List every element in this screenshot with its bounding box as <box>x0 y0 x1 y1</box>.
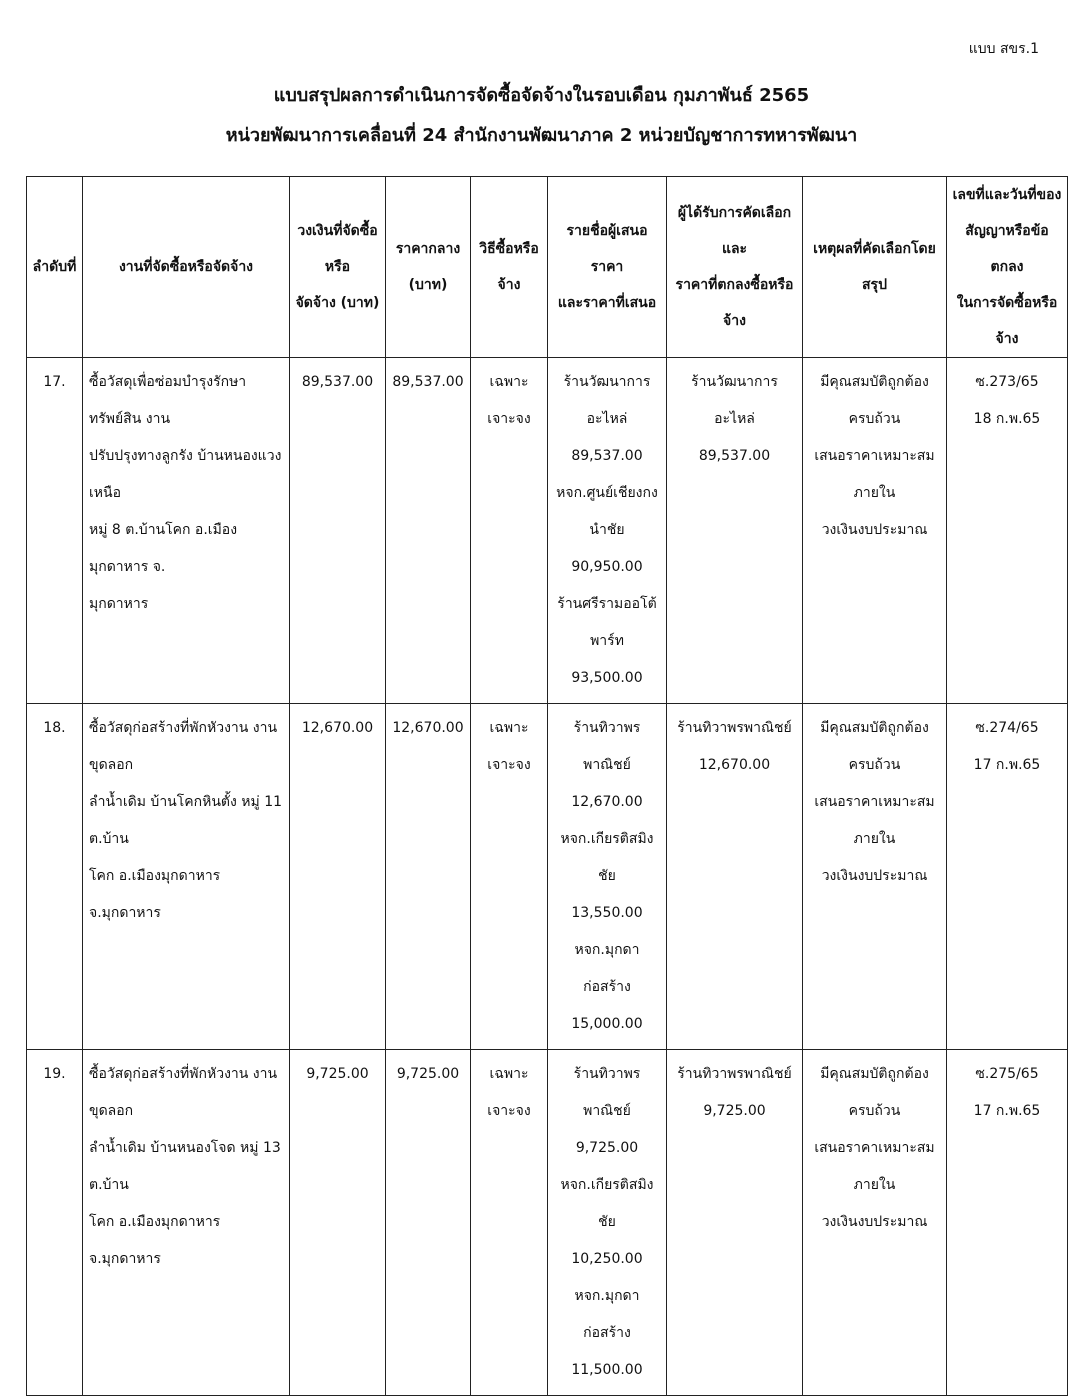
contract-info <box>947 704 1068 1050</box>
median-price: 12,670.00 <box>386 704 471 1050</box>
work-description-line: หมู่ 8 ต.บ้านโคก อ.เมืองมุกดาหาร จ. <box>89 522 238 575</box>
table-row <box>27 1050 1068 1396</box>
contract-info-line: 17 ก.พ.65 <box>973 757 1041 773</box>
selection-reason <box>803 704 947 1050</box>
work-description-line: ลำน้ำเดิม บ้านหนองโจด หมู่ 13 ต.บ้าน <box>89 1140 281 1193</box>
contract-info-line: 18 ก.พ.65 <box>973 411 1041 427</box>
selected-vendor-line: ร้านทิวาพรพาณิชย์ <box>677 1066 792 1082</box>
work-description-line: ซื้อวัสดุก่อสร้างที่พักหัวงาน งานขุดลอก <box>89 1066 278 1119</box>
header-reason: เหตุผลที่คัดเลือกโดยสรุป <box>803 177 947 358</box>
bidder-list-line: 11,500.00 <box>571 1362 643 1378</box>
selected-vendor <box>667 358 803 704</box>
work-description <box>83 704 290 1050</box>
selected-vendor <box>667 704 803 1050</box>
contract-info <box>947 358 1068 704</box>
bidder-list-line: 9,725.00 <box>575 1140 639 1156</box>
page-subtitle: หน่วยพัฒนาการเคลื่อนที่ 24 สำนักงานพัฒนาภาค 2 หน่วยบัญชาการทหารพัฒนา <box>225 125 858 146</box>
bidder-list-line: 12,670.00 <box>571 794 643 810</box>
selection-reason <box>803 1050 947 1396</box>
bidder-list-line: 13,550.00 <box>571 905 643 921</box>
header-bidders: รายชื่อผู้เสนอราคา และราคาที่เสนอ <box>548 177 667 358</box>
bidder-list <box>548 704 667 1050</box>
work-description <box>83 358 290 704</box>
bidder-list <box>548 1050 667 1396</box>
selection-reason-line: วงเงินงบประมาณ <box>821 522 928 538</box>
bidder-list-line: 90,950.00 <box>571 559 643 575</box>
header-winner: ผู้ได้รับการคัดเลือกและ ราคาที่ตกลงซื้อหรือจ้าง <box>667 177 803 358</box>
work-description-line: ซื้อวัสดุเพื่อซ่อมบำรุงรักษาทรัพย์สิน งาน <box>89 374 247 427</box>
work-description <box>83 1050 290 1396</box>
procurement-method: เฉพาะเจาะจง <box>471 1050 548 1396</box>
selection-reason-line: เสนอราคาเหมาะสมภายใน <box>814 448 935 501</box>
header-work: งานที่จัดซื้อหรือจัดจ้าง <box>83 177 290 358</box>
selection-reason-line: เสนอราคาเหมาะสมภายใน <box>814 794 935 847</box>
header-median-price: ราคากลาง (บาท) <box>386 177 471 358</box>
form-code: แบบ สขร.1 <box>968 41 1039 57</box>
page-title: แบบสรุปผลการดำเนินการจัดซื้อจัดจ้างในรอบเดือน กุมภาพันธ์ 2565 <box>273 85 810 106</box>
work-description-line: มุกดาหาร <box>89 596 149 612</box>
selected-vendor-line: 9,725.00 <box>703 1103 766 1119</box>
header-budget: วงเงินที่จัดซื้อหรือ จัดจ้าง (บาท) <box>290 177 386 358</box>
contract-info-line: ซ.273/65 <box>975 374 1039 390</box>
selection-reason-line: วงเงินงบประมาณ <box>821 1214 928 1230</box>
bidder-list-line: หจก.มุกดาก่อสร้าง <box>574 942 640 995</box>
selection-reason-line: มีคุณสมบัติถูกต้องครบถ้วน <box>820 374 929 427</box>
budget-amount: 12,670.00 <box>290 704 386 1050</box>
bidder-list-line: ร้านทิวาพรพาณิชย์ <box>573 720 641 773</box>
header-no: ลำดับที่ <box>27 177 83 358</box>
selection-reason <box>803 358 947 704</box>
header-method: วิธีซื้อหรือจ้าง <box>471 177 548 358</box>
median-price: 89,537.00 <box>386 358 471 704</box>
contract-info <box>947 1050 1068 1396</box>
selection-reason-line: วงเงินงบประมาณ <box>821 868 928 884</box>
budget-amount: 89,537.00 <box>290 358 386 704</box>
work-description-line: โคก อ.เมืองมุกดาหาร จ.มุกดาหาร <box>89 1214 221 1267</box>
row-number: 17. <box>27 358 83 704</box>
selection-reason-line: เสนอราคาเหมาะสมภายใน <box>814 1140 935 1193</box>
selection-reason-line: มีคุณสมบัติถูกต้องครบถ้วน <box>820 1066 929 1119</box>
bidder-list-line: 89,537.00 <box>571 448 643 464</box>
median-price: 9,725.00 <box>386 1050 471 1396</box>
budget-amount: 9,725.00 <box>290 1050 386 1396</box>
contract-info-line: ซ.275/65 <box>975 1066 1039 1082</box>
work-description-line: โคก อ.เมืองมุกดาหาร จ.มุกดาหาร <box>89 868 221 921</box>
selected-vendor <box>667 1050 803 1396</box>
procurement-method: เฉพาะเจาะจง <box>471 704 548 1050</box>
bidder-list-line: ร้านทิวาพรพาณิชย์ <box>573 1066 641 1119</box>
bidder-list-line: หจก.มุกดาก่อสร้าง <box>574 1288 640 1341</box>
bidder-list-line: หจก.ศูนย์เชียงกงนำชัย <box>556 485 658 538</box>
bidder-list <box>548 358 667 704</box>
table-header-row <box>27 177 1068 358</box>
bidder-list-line: หจก.เกียรติสมิงชัย <box>560 831 654 884</box>
procurement-table <box>26 176 1068 1396</box>
selected-vendor-line: ร้านทิวาพรพาณิชย์ <box>677 720 792 736</box>
selected-vendor-line: 89,537.00 <box>698 448 771 464</box>
bidder-list-line: 93,500.00 <box>571 670 643 686</box>
table-row <box>27 704 1068 1050</box>
work-description-line: ปรับปรุงทางลูกรัง บ้านหนองแวงเหนือ <box>89 448 282 501</box>
table-row <box>27 358 1068 704</box>
contract-info-line: ซ.274/65 <box>975 720 1039 736</box>
row-number: 18. <box>27 704 83 1050</box>
header-contract: เลขที่และวันที่ของ สัญญาหรือข้อตกลง ในการจัดซื้อหรือจ้าง <box>947 177 1068 358</box>
bidder-list-line: หจก.เกียรติสมิงชัย <box>560 1177 654 1230</box>
bidder-list-line: ร้านศรีรามออโต้พาร์ท <box>557 596 657 649</box>
procurement-method: เฉพาะเจาะจง <box>471 358 548 704</box>
selected-vendor-line: 12,670.00 <box>698 757 771 773</box>
row-number: 19. <box>27 1050 83 1396</box>
work-description-line: ซื้อวัสดุก่อสร้างที่พักหัวงาน งานขุดลอก <box>89 720 278 773</box>
bidder-list-line: 15,000.00 <box>571 1016 643 1032</box>
contract-info-line: 17 ก.พ.65 <box>973 1103 1041 1119</box>
bidder-list-line: ร้านวัฒนาการอะไหล่ <box>563 374 651 427</box>
selected-vendor-line: ร้านวัฒนาการอะไหล่ <box>691 374 778 427</box>
selection-reason-line: มีคุณสมบัติถูกต้องครบถ้วน <box>820 720 929 773</box>
work-description-line: ลำน้ำเดิม บ้านโคกหินตั้ง หมู่ 11 ต.บ้าน <box>89 794 283 847</box>
bidder-list-line: 10,250.00 <box>571 1251 643 1267</box>
